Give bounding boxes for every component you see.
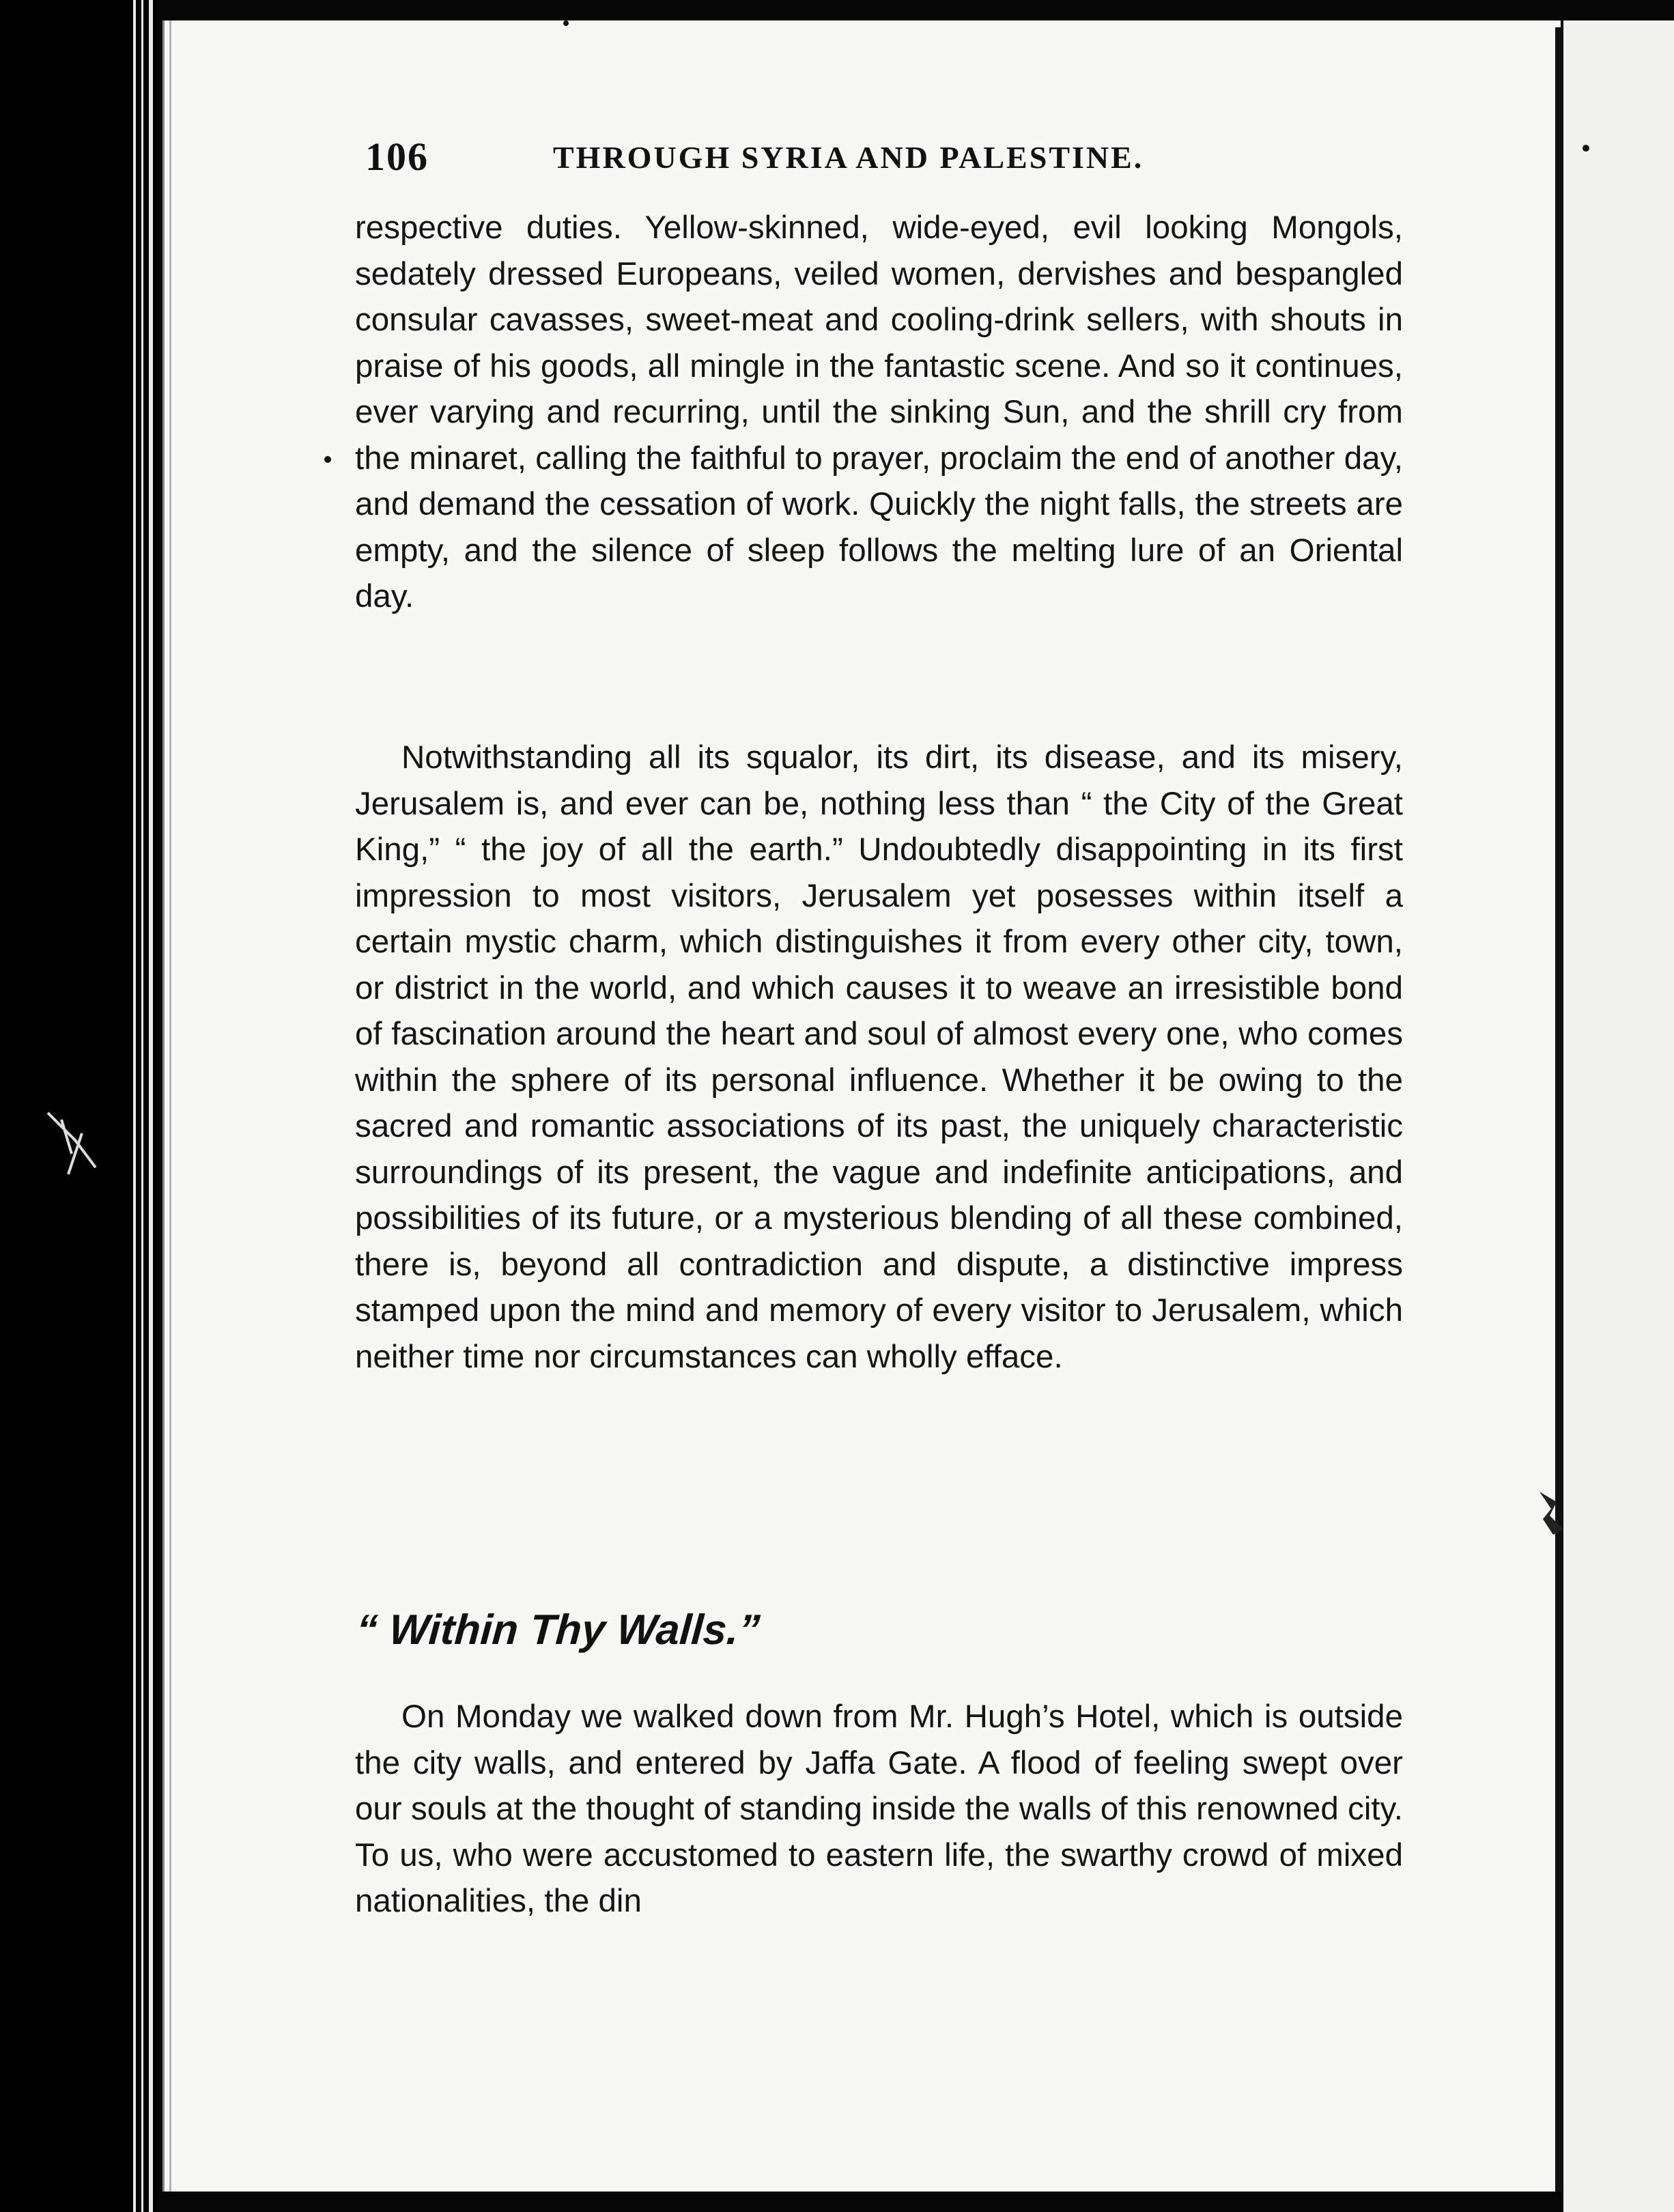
running-title: THROUGH SYRIA AND PALESTINE. [553, 140, 1144, 175]
page-number: 106 [365, 134, 429, 179]
page-header [365, 134, 1225, 188]
page-gutter [1555, 27, 1562, 2192]
scan-speck [1583, 145, 1589, 152]
paragraph-text: Notwithstanding all its squalor, its dirt, its disease, and its misery, Jerusalem is, and ever can be, nothing less than “ the City of the Great King,” “ the joy of all the earth.” Undoubtedly disappointing in its first impression to most visitors, Jerusalem yet posesses within itself a certain mystic charm, which distinguishes it from every other city, town, or district in the world, and which causes it to weave an irresistible bond of fascination around the heart and soul of almost every one, who comes within the sphere of its personal influence. Whether it be owing to the sacred and romantic associations of its past, the uniquely characteristic surroundings of its present, the vague and indefinite anticipations, and possibilities of its future, or a mysterious blending of all these combined, there is, beyond all contradiction and dispute, a distinctive impress stamped upon the mind and memory of every visitor to Jerusalem, which neither time nor circumstances can wholly efface. [355, 739, 1403, 1375]
facing-page-strip [1563, 20, 1674, 2212]
body-paragraph-1 [355, 205, 1403, 620]
page-edge-line [169, 20, 171, 2192]
spine-edge-line [141, 0, 143, 2212]
scan-artifact-icon [41, 1106, 102, 1188]
body-paragraph-3 [355, 1694, 1403, 1925]
page-tear-mark [1536, 1488, 1570, 1536]
paragraph-text: respective duties. Yellow-skinned, wide-eyed, evil looking Mongols, sedately dressed Europeans, veiled women, dervishes and bespangled consular cavasses, sweet-meat and cooling-drink sellers, with shouts in praise of his goods, all mingle in the fantastic scene. And so it continues, ever varying and recurring, until the sinking Sun, and the shrill cry from the minaret, calling the faithful to prayer, proclaim the end of another day, and demand the cessation of work. Quickly the night falls, the streets are empty, and the silence of sleep follows the melting lure of an Oriental day. [355, 210, 1403, 614]
section-heading: “ Within Thy Walls.” [354, 1606, 762, 1654]
spine-edge-line [149, 0, 153, 2212]
paragraph-text: On Monday we walked down from Mr. Hugh’s Hotel, which is outside the city walls, and entered by Jaffa Gate. A flood of feeling swept over our souls at the thought of standing inside the walls of this renowned city. To us, who were accustomed to eastern life, the swarthy crowd of mixed nationalities, the din [355, 1699, 1403, 1919]
spine-edge-line [133, 0, 136, 2212]
body-paragraph-2 [355, 735, 1403, 1380]
scan-speck [324, 456, 331, 463]
page-edge-line [162, 20, 165, 2192]
scan-speck [563, 20, 569, 26]
